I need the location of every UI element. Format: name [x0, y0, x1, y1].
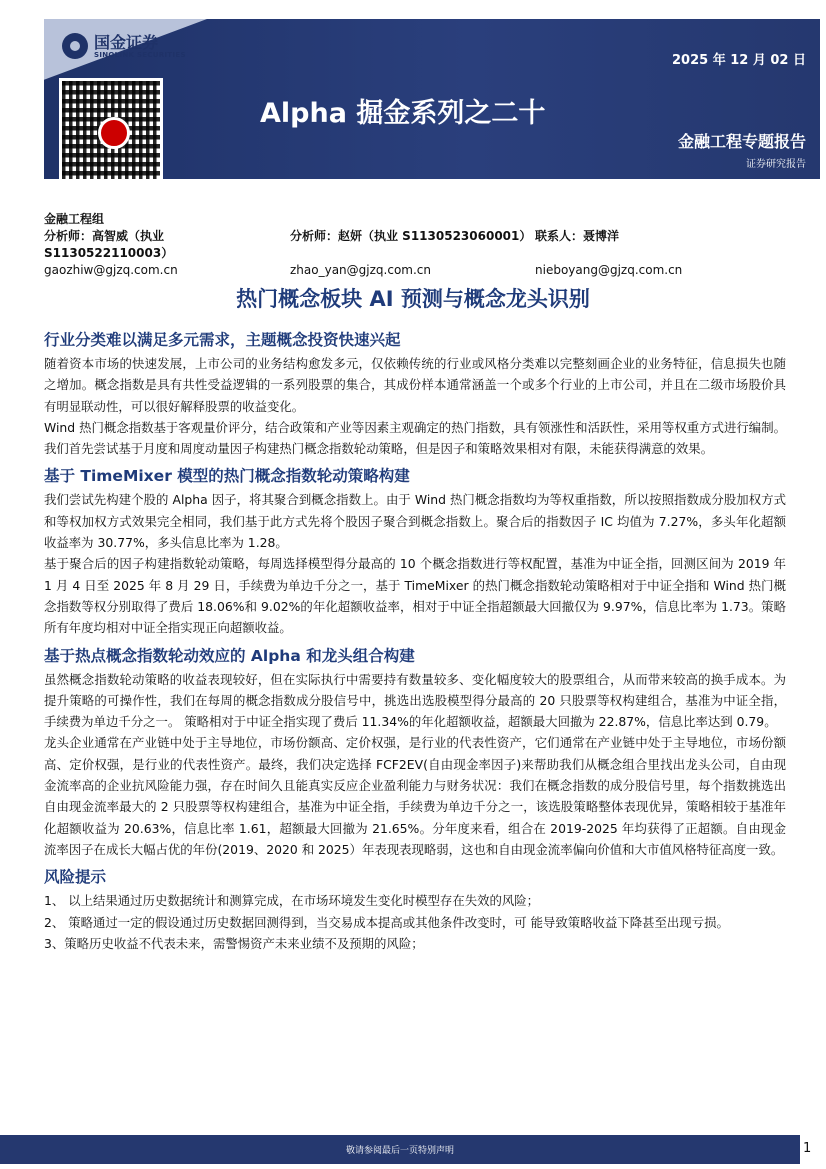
analyst-2-email[interactable]: zhao_yan@gjzq.com.cn: [290, 263, 431, 277]
report-date: 2025 年 12 月 02 日: [672, 53, 806, 68]
contact-email[interactable]: nieboyang@gjzq.com.cn: [535, 263, 683, 277]
report-title: 热门概念板块 AI 预测与概念龙头识别: [236, 287, 590, 311]
section-heading: 风险提示: [44, 868, 107, 887]
section-heading: 行业分类难以满足多元需求，主题概念投资快速兴起: [44, 331, 401, 349]
logo-name-cn: 国金证券: [94, 32, 159, 52]
report-body: [44, 323, 786, 954]
paragraph: 随着资本市场的快速发展，上市公司的业务结构愈发多元，仅依赖传统的行业或风格分类难以完整刻画企业的业务特征，信息损失也随之增加。概念指数是具有共性受益逻辑的一系列股票的集合，其成份样本通常涵盖一个或多个行业的上市公司，并且在二级市场股价具有明显联动性，可以很好解释股票的收益变化。: [44, 356, 786, 414]
page-number: 1: [803, 1141, 812, 1156]
author-block: [44, 211, 682, 279]
series-title: Alpha 掘金系列之二十: [260, 98, 546, 129]
paragraph: 基于聚合后的因子构建指数轮动策略，每周选择模型得分最高的 10 个概念指数进行等权配置，基准为中证全指，回测区间为 2019 年 1 月 4 日至 2025 年 8 月 29 日，手续费为单边千分之一，基于 TimeMixer 的热门概念指数轮动策略相对于中证全指和 Wind 热门概念指数等权分别取得了费后 18.06%和 9.02%的年化超额收益率，相对于中证全指超额最大回撤仅为 9.97%，信息比率为 1.73。策略所有年度均相对中证全指实现正向超额收益。: [44, 556, 786, 636]
logo-icon: [62, 33, 88, 59]
footer-disclaimer-link[interactable]: 敬请参阅最后一页特别声明: [345, 1146, 454, 1156]
team-name: 金融工程组: [44, 212, 105, 226]
logo-name-en: SINOLINK SECURITIES: [94, 50, 186, 59]
risk-item: 1、 以上结果通过历史数据统计和测算完成，在市场环境发生变化时模型存在失效的风险；: [44, 893, 540, 909]
company-logo: [62, 33, 186, 59]
analyst-1-email[interactable]: gaozhiw@gjzq.com.cn: [44, 263, 178, 277]
risk-item: 2、 策略通过一定的假设通过历史数据回测得到，当交易成本提高或其他条件改变时，可 能导致策略收益下降甚至出现亏损。: [44, 914, 729, 930]
report-type: 金融工程专题报告: [677, 132, 806, 151]
paragraph: Wind 热门概念指数基于客观量价评分，结合政策和产业等因素主观确定的热门指数，具有领涨性和活跃性，采用等权重方式进行编制。我们首先尝试基于月度和周度动量因子构建热门概念指数轮动策略，但是因子和策略效果相对有限，未能获得满意的效果。: [44, 419, 786, 457]
qr-logo-icon: [98, 117, 130, 149]
analyst-2: 分析师：赵妍（执业 S1130523060001）: [290, 229, 532, 243]
paragraph: 我们尝试先构建个股的 Alpha 因子，将其聚合到概念指数上。由于 Wind 热门概念指数均为等权重指数，所以按照指数成分股加权方式和等权加权方式效果完全相同，我们基于此方式先将个股因子聚合到概念指数上。聚合后的指数因子 IC 均值为 7.27%，多头年化超额收益率为 30.77%，多头信息比率为 1.28。: [44, 492, 786, 551]
section-heading: 基于热点概念指数轮动效应的 Alpha 和龙头组合构建: [44, 646, 415, 665]
paragraph: 虽然概念指数轮动策略的收益表现较好，但在实际执行中需要持有数量较多、变化幅度较大的股票组合，从而带来较高的换手成本。为提升策略的可操作性，我们在每周的概念指数成分股信号中，挑选出选股模型得分最高的 20 只股票等权构建组合，基准为中证全指，手续费为单边千分之一。 策略相对于中证全指实现了费后 11.34%的年化超额收益，超额最大回撤为 22.87%，信息比率达到 0.79。: [44, 671, 786, 730]
report-subtype: 证券研究报告: [746, 159, 806, 170]
analyst-1: 分析师：高智威（执业 S1130522110003）: [44, 229, 174, 260]
qr-code-icon[interactable]: [59, 78, 163, 182]
contact-person: 联系人：聂博洋: [535, 229, 620, 243]
section-heading: 基于 TimeMixer 模型的热门概念指数轮动策略构建: [44, 467, 410, 486]
paragraph: 龙头企业通常在产业链中处于主导地位，市场份额高、定价权强，是行业的代表性资产，它们通常在产业链中处于主导地位，市场份额高、定价权强，是行业的代表性资产。最终，我们决定选择 FCF2EV(自由现金率因子)来帮助我们从概念组合里找出龙头公司，自由现金流率高的企业抗风险能力强，存在时间久且能真实反应企业盈利能力与财务状况：我们在概念指数的成分股信号里，每个指数挑选出自由现金流率最大的 2 只股票等权构建组合，基准为中证全指，手续费为单边千分之一，该选股策略整体表现优异，策略相较于基准年化超额收益为 20.63%，信息比率 1.61，超额最大回撤为 21.65%。分年度来看，组合在 2019-2025 年均获得了正超额。自由现金流率因子在成长大幅占优的年份(2019、2020 和 2025）年表现表现略弱，这也和自由现金流率偏向价值和大市值风格特征高度一致。: [44, 735, 786, 857]
risk-item: 3、策略历史收益不代表未来，需警惕资产未来业绩不及预期的风险；: [44, 935, 424, 951]
